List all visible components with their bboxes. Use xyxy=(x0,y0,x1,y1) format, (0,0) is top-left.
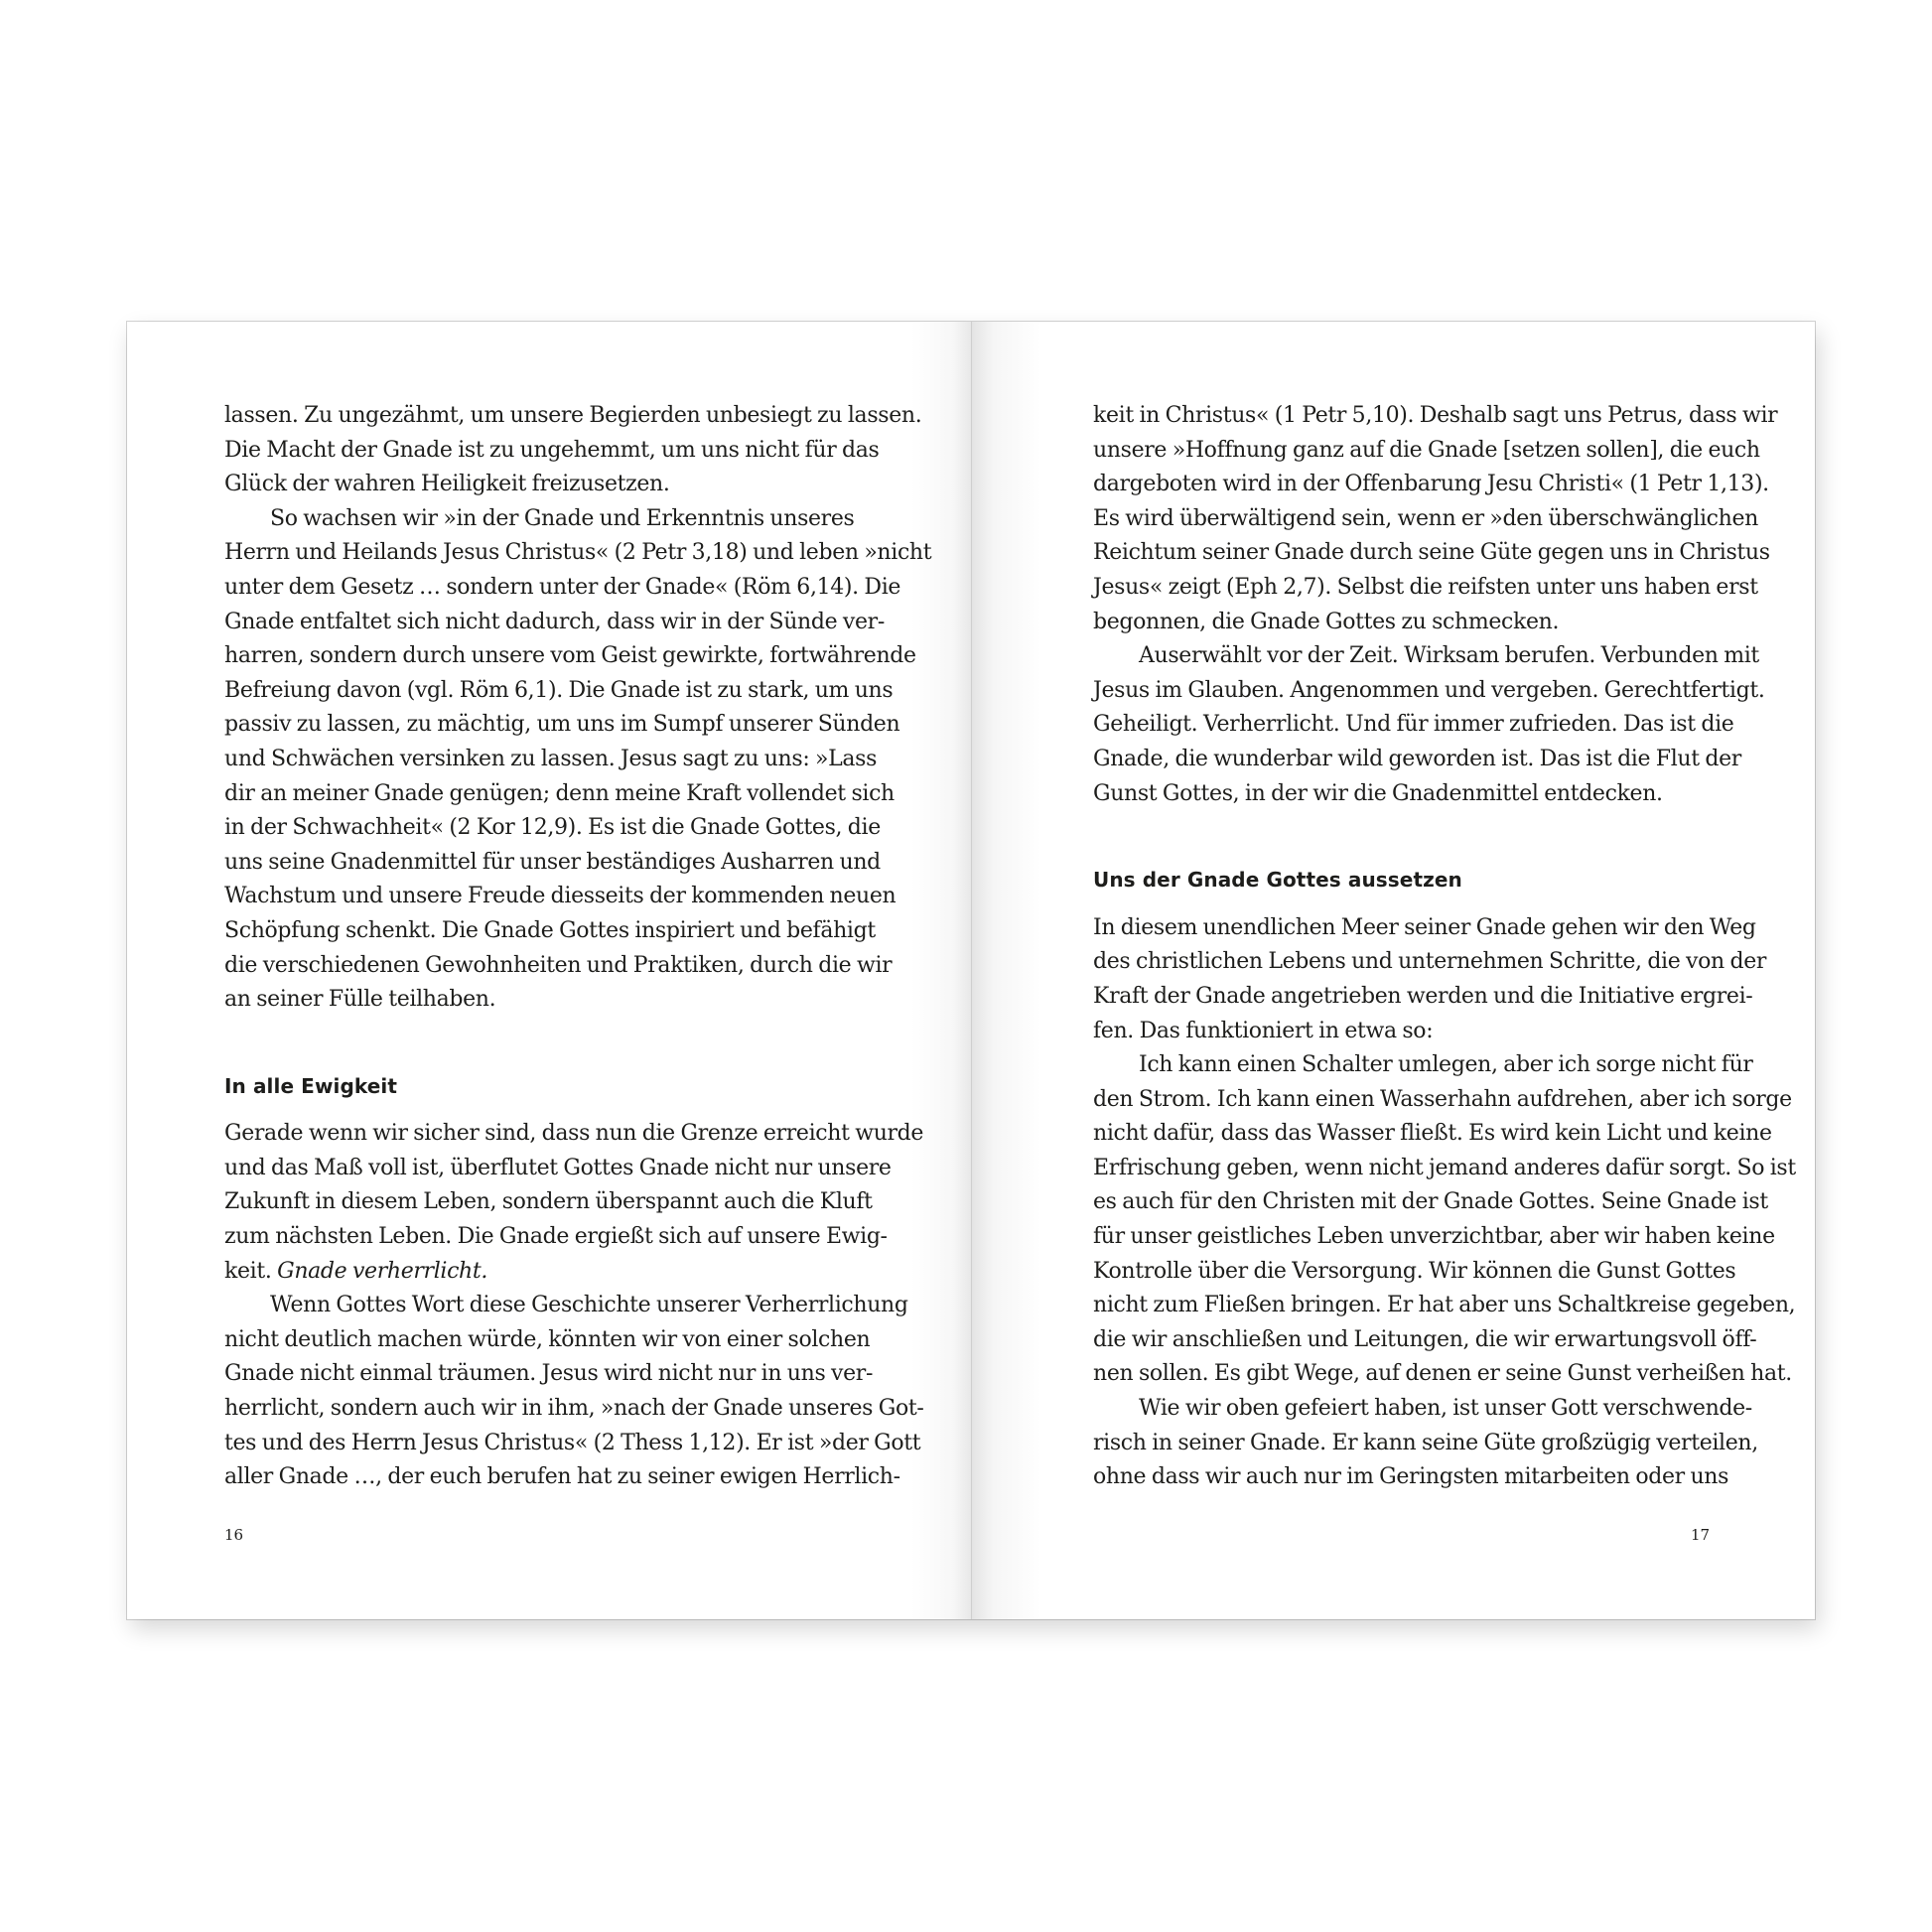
text-line: Erfrischung geben, wenn nicht jemand anderes dafür sorgt. So ist xyxy=(1093,1155,1796,1180)
paragraph xyxy=(224,1289,924,1495)
text-line: passiv zu lassen, zu mächtig, um uns im Sumpf unserer Sünden xyxy=(224,712,900,738)
left-page xyxy=(127,322,971,1619)
text-run: keit. xyxy=(224,1258,278,1284)
text-line: Jesus« zeigt (Eph 2,7). Selbst die reifsten unter uns haben erst xyxy=(1093,574,1758,600)
text-line: in der Schwachheit« (2 Kor 12,9). Es ist die Gnade Gottes, die xyxy=(224,815,881,841)
text-line: Geheiligt. Verherrlicht. Und für immer zufrieden. Das ist die xyxy=(1093,712,1734,738)
text-line: tes und des Herrn Jesus Christus« (2 Thess 1,12). Er ist »der Gott xyxy=(224,1430,921,1455)
text-line: So wachsen wir »in der Gnade und Erkenntnis unseres xyxy=(270,505,855,531)
paragraph xyxy=(1093,911,1767,1048)
text-line: keit in Christus« (1 Petr 5,10). Deshalb sagt uns Petrus, dass wir xyxy=(1093,403,1778,428)
text-line: nicht dafür, dass das Wasser fließt. Es wird kein Licht und keine xyxy=(1093,1121,1772,1147)
text-line: nen sollen. Es gibt Wege, auf denen er seine Gunst verheißen hat. xyxy=(1093,1361,1792,1387)
text-line: unter dem Gesetz … sondern unter der Gnade« (Röm 6,14). Die xyxy=(224,574,901,600)
text-line: aller Gnade …, der euch berufen hat zu seiner ewigen Herrlich- xyxy=(224,1464,900,1490)
paragraph xyxy=(1093,639,1765,811)
text-line: Wie wir oben gefeiert haben, ist unser Gott verschwende- xyxy=(1139,1396,1752,1422)
text-line: des christlichen Lebens und unternehmen Schritte, die von der xyxy=(1093,949,1767,975)
page-number: 17 xyxy=(1691,1526,1711,1544)
text-line: Kraft der Gnade angetrieben werden und die Initiative ergrei- xyxy=(1093,983,1753,1009)
text-line: herrlicht, sondern auch wir in ihm, »nach der Gnade unseres Got- xyxy=(224,1396,924,1422)
italic-phrase: Gnade verherrlicht. xyxy=(277,1258,488,1284)
text-line: Wachstum und unsere Freude diesseits der kommenden neuen xyxy=(224,884,897,909)
text-line: an seiner Fülle teilhaben. xyxy=(224,987,496,1013)
paragraph xyxy=(1093,1392,1758,1495)
text-line: Wenn Gottes Wort diese Geschichte unserer Verherrlichung xyxy=(270,1293,908,1318)
paragraph xyxy=(224,399,922,502)
paragraph xyxy=(224,1117,924,1289)
text-line: und das Maß voll ist, überflutet Gottes Gnade nicht nur unsere xyxy=(224,1155,892,1180)
paragraph xyxy=(1093,1048,1796,1392)
text-line: unsere »Hoffnung ganz auf die Gnade [setzen sollen], die euch xyxy=(1093,437,1760,463)
text-line: begonnen, die Gnade Gottes zu schmecken. xyxy=(1093,609,1560,634)
text-line: Die Macht der Gnade ist zu ungehemmt, um uns nicht für das xyxy=(224,437,880,463)
text-line: lassen. Zu ungezähmt, um unsere Begierden unbesiegt zu lassen. xyxy=(224,403,922,428)
text-line: zum nächsten Leben. Die Gnade ergießt sich auf unsere Ewig- xyxy=(224,1224,888,1250)
right-page-text xyxy=(1093,399,1796,1495)
paragraph xyxy=(1093,399,1778,639)
text-line: risch in seiner Gnade. Er kann seine Güte großzügig verteilen, xyxy=(1093,1430,1758,1455)
text-line xyxy=(224,1255,850,1290)
text-line: Gnade entfaltet sich nicht dadurch, dass wir in der Sünde ver- xyxy=(224,609,885,634)
section-heading: In alle Ewigkeit xyxy=(224,1073,398,1098)
text-line: Herrn und Heilands Jesus Christus« (2 Petr 3,18) und leben »nicht xyxy=(224,540,932,566)
text-line: Zukunft in diesem Leben, sondern überspannt auch die Kluft xyxy=(224,1189,873,1215)
text-line: Gnade nicht einmal träumen. Jesus wird nicht nur in uns ver- xyxy=(224,1361,874,1387)
section-heading: Uns der Gnade Gottes aussetzen xyxy=(1093,868,1462,893)
heading-gap xyxy=(224,1103,850,1117)
text-line: fen. Das funktioniert in etwa so: xyxy=(1093,1018,1434,1043)
right-page xyxy=(971,322,1815,1619)
left-page-text xyxy=(224,399,932,1495)
text-line: die verschiedenen Gewohnheiten und Praktiken, durch die wir xyxy=(224,952,893,978)
section-gap xyxy=(224,1018,850,1069)
text-line: es auch für den Christen mit der Gnade Gottes. Seine Gnade ist xyxy=(1093,1189,1768,1215)
book-spread xyxy=(127,322,1815,1619)
text-line: die wir anschließen und Leitungen, die wir erwartungsvoll öff- xyxy=(1093,1326,1757,1352)
text-line: Gnade, die wunderbar wild geworden ist. Das ist die Flut der xyxy=(1093,746,1741,771)
text-line: Schöpfung schenkt. Die Gnade Gottes inspiriert und befähigt xyxy=(224,917,876,943)
paragraph xyxy=(224,502,932,1018)
text-line: Gerade wenn wir sicher sind, dass nun die Grenze erreicht wurde xyxy=(224,1121,924,1147)
text-line: uns seine Gnadenmittel für unser beständiges Ausharren und xyxy=(224,849,881,875)
section-gap xyxy=(1093,811,1719,863)
text-line: den Strom. Ich kann einen Wasserhahn aufdrehen, aber ich sorge xyxy=(1093,1086,1792,1112)
text-line: nicht zum Fließen bringen. Er hat aber uns Schaltkreise gegeben, xyxy=(1093,1293,1796,1318)
text-line: harren, sondern durch unsere vom Geist gewirkte, fortwährende xyxy=(224,643,916,669)
text-line: Auserwählt vor der Zeit. Wirksam berufen. Verbunden mit xyxy=(1139,643,1759,669)
text-line: und Schwächen versinken zu lassen. Jesus sagt zu uns: »Lass xyxy=(224,746,878,771)
text-line: Reichtum seiner Gnade durch seine Güte gegen uns in Christus xyxy=(1093,540,1770,566)
text-line: ohne dass wir auch nur im Geringsten mitarbeiten oder uns xyxy=(1093,1464,1729,1490)
text-line: Jesus im Glauben. Angenommen und vergeben. Gerechtfertigt. xyxy=(1093,677,1765,703)
text-line: Gunst Gottes, in der wir die Gnadenmittel entdecken. xyxy=(1093,780,1663,806)
page-number: 16 xyxy=(224,1526,244,1544)
text-line: für unser geistliches Leben unverzichtbar, aber wir haben keine xyxy=(1093,1224,1775,1250)
text-line: Ich kann einen Schalter umlegen, aber ich sorge nicht für xyxy=(1139,1052,1753,1078)
text-line: dargeboten wird in der Offenbarung Jesu Christi« (1 Petr 1,13). xyxy=(1093,472,1769,497)
text-line: Glück der wahren Heiligkeit freizusetzen. xyxy=(224,472,670,497)
text-line: Befreiung davon (vgl. Röm 6,1). Die Gnade ist zu stark, um uns xyxy=(224,677,894,703)
text-line: dir an meiner Gnade genügen; denn meine Kraft vollendet sich xyxy=(224,780,895,806)
text-line: Kontrolle über die Versorgung. Wir können die Gunst Gottes xyxy=(1093,1258,1736,1284)
text-line: In diesem unendlichen Meer seiner Gnade gehen wir den Weg xyxy=(1093,914,1756,940)
heading-gap xyxy=(1093,897,1719,911)
text-line: Es wird überwältigend sein, wenn er »den überschwänglichen xyxy=(1093,505,1758,531)
text-line: nicht deutlich machen würde, könnten wir von einer solchen xyxy=(224,1326,871,1352)
